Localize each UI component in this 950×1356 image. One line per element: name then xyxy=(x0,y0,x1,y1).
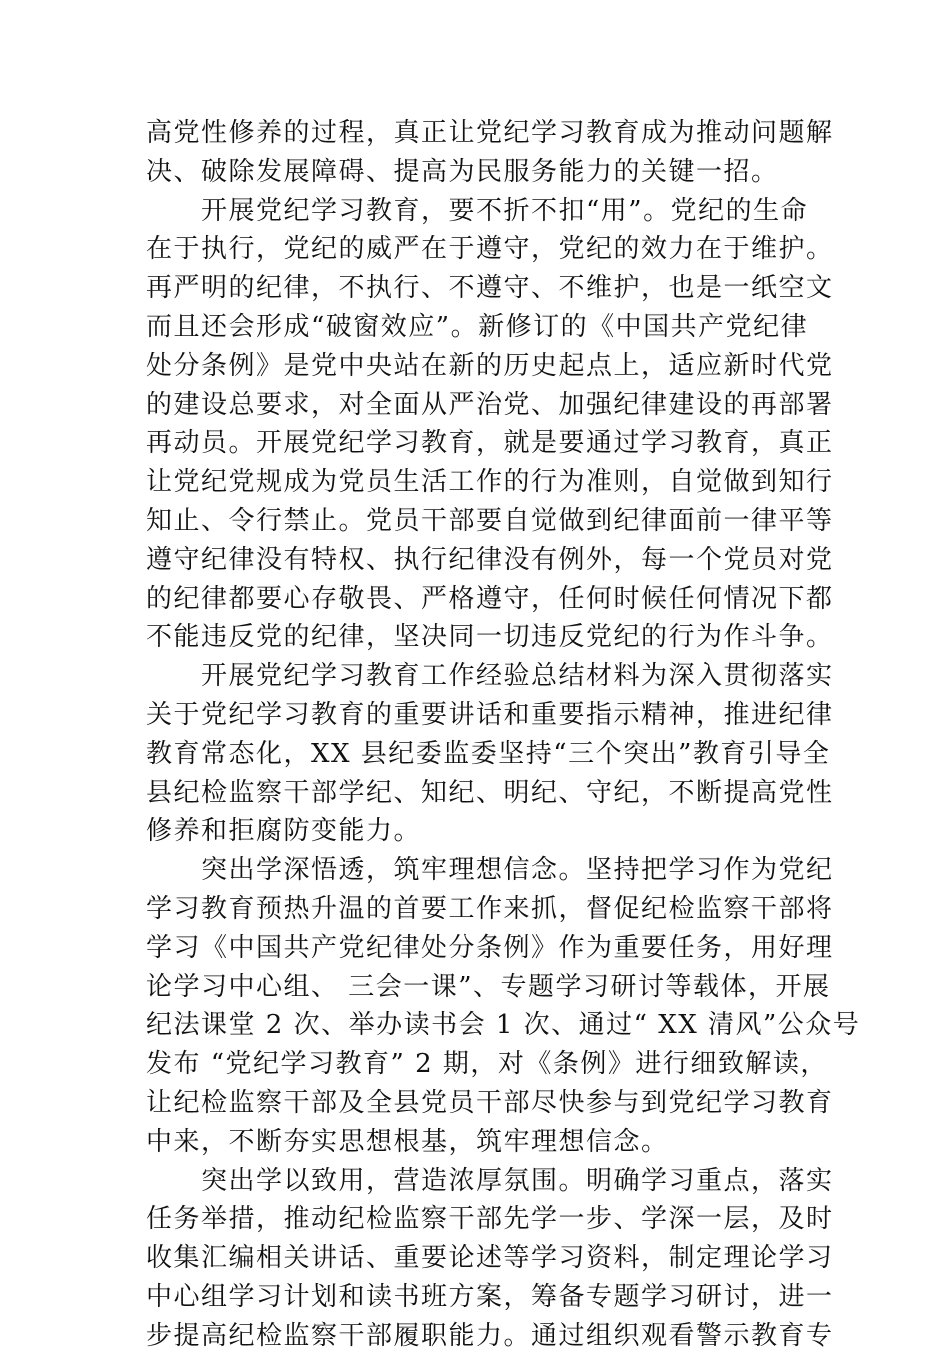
text-line: 突出学深悟透，筑牢理想信念。坚持把学习作为党纪 xyxy=(146,855,834,886)
text-line: 论学习中心组、 三会一课”、专题学习研讨等载体，开展 xyxy=(146,971,831,1002)
text-line: 教育常态化，XX 县纪委监委坚持“三个突出”教育引导全 xyxy=(146,738,831,769)
text-line: 发布 “党纪学习教育” 2 期，对《条例》进行细致解读， xyxy=(146,1049,828,1080)
text-line: 学习《中国共产党纪律处分条例》作为重要任务，用好理 xyxy=(146,932,834,963)
text-line: 的建设总要求，对全面从严治党、加强纪律建设的再部署 xyxy=(146,389,834,420)
text-line: 突出学以致用，营造浓厚氛围。明确学习重点，落实 xyxy=(146,1165,834,1196)
text-line: 开展党纪学习教育，要不折不扣“用”。党纪的生命 xyxy=(146,195,809,226)
text-line: 遵守纪律没有特权、执行纪律没有例外，每一个党员对党 xyxy=(146,544,834,575)
text-line: 让纪检监察干部及全县党员干部尽快参与到党纪学习教育 xyxy=(146,1087,834,1118)
text-line: 学习教育预热升温的首要工作来抓，督促纪检监察干部将 xyxy=(146,893,834,924)
text-line: 让党纪党规成为党员生活工作的行为准则，自觉做到知行 xyxy=(146,467,834,498)
text-line: 开展党纪学习教育工作经验总结材料为深入贯彻落实 xyxy=(146,661,834,692)
text-line: 决、破除发展障碍、提高为民服务能力的关键一招。 xyxy=(146,156,779,187)
text-line: 纪法课堂 2 次、举办读书会 1 次、通过“ XX 清风”公众号 xyxy=(146,1010,861,1041)
text-line: 修养和拒腐防变能力。 xyxy=(146,816,422,847)
text-line: 中来，不断夯实思想根基，筑牢理想信念。 xyxy=(146,1126,669,1157)
text-line: 县纪检监察干部学纪、知纪、明纪、守纪，不断提高党性 xyxy=(146,777,834,808)
text-line: 高党性修养的过程，真正让党纪学习教育成为推动问题解 xyxy=(146,118,834,148)
text-line: 在于执行，党纪的威严在于遵守，党纪的效力在于维护。 xyxy=(146,234,834,265)
text-line: 关于党纪学习教育的重要讲话和重要指示精神，推进纪律 xyxy=(146,699,834,730)
text-line: 知止、令行禁止。党员干部要自觉做到纪律面前一律平等 xyxy=(146,505,834,536)
text-line: 处分条例》是党中央站在新的历史起点上，适应新时代党 xyxy=(146,350,834,381)
text-line: 而且还会形成“破窗效应”。新修订的《中国共产党纪律 xyxy=(146,311,809,342)
text-line: 再严明的纪律，不执行、不遵守、不维护，也是一纸空文 xyxy=(146,273,834,304)
text-line: 的纪律都要心存敬畏、严格遵守，任何时候任何情况下都 xyxy=(146,583,834,614)
document-body xyxy=(146,114,861,1356)
text-line: 再动员。开展党纪学习教育，就是要通过学习教育，真正 xyxy=(146,428,834,459)
text-line: 不能违反党的纪律，坚决同一切违反党纪的行为作斗争。 xyxy=(146,622,834,653)
text-line: 步提高纪检监察干部履职能力。通过组织观看警示教育专 xyxy=(146,1320,834,1351)
text-line: 中心组学习计划和读书班方案，筹备专题学习研讨，进一 xyxy=(146,1281,834,1312)
text-line: 任务举措，推动纪检监察干部先学一步、学深一层，及时 xyxy=(146,1204,834,1235)
text-line: 收集汇编相关讲话、重要论述等学习资料，制定理论学习 xyxy=(146,1243,834,1274)
